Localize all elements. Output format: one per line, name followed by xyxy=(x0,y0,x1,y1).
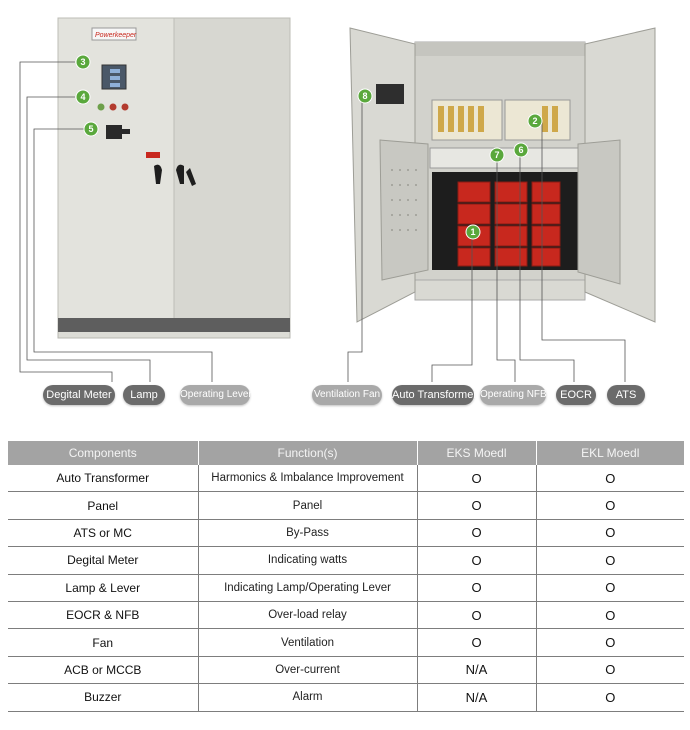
lamp-green xyxy=(98,104,105,111)
component-name: Buzzer xyxy=(8,684,198,711)
ekl-value: O xyxy=(536,465,684,492)
component-function: Indicating watts xyxy=(198,547,417,574)
eks-value: O xyxy=(417,601,536,628)
component-function: Indicating Lamp/Operating Lever xyxy=(198,574,417,601)
component-function: Harmonics & Imbalance Improvement xyxy=(198,465,417,492)
ekl-value: O xyxy=(536,656,684,683)
header-ekl-model: EKL Moedl xyxy=(536,441,684,465)
lamp-red-2 xyxy=(122,104,129,111)
callout-8 xyxy=(358,89,372,103)
component-function: Over-load relay xyxy=(198,601,417,628)
table-header-row xyxy=(8,441,684,465)
closed-cabinet xyxy=(58,18,290,338)
label-operating-nfb: Operating NFB xyxy=(480,385,546,405)
svg-text:4: 4 xyxy=(80,92,86,102)
table-row xyxy=(8,547,684,574)
component-function: By-Pass xyxy=(198,519,417,546)
eks-value: O xyxy=(417,492,536,519)
label-auto-transformer: Auto Transformer xyxy=(392,385,474,405)
eks-value: O xyxy=(417,465,536,492)
eks-value: N/A xyxy=(417,656,536,683)
header-eks-model: EKS Moedl xyxy=(417,441,536,465)
component-name: ACB or MCCB xyxy=(8,656,198,683)
callout-4 xyxy=(76,90,90,104)
ekl-value: O xyxy=(536,629,684,656)
lamp-red-1 xyxy=(110,104,117,111)
ekl-value: O xyxy=(536,684,684,711)
components-table xyxy=(8,441,684,712)
svg-text:3: 3 xyxy=(80,57,86,67)
callout-3 xyxy=(76,55,90,69)
eks-value: O xyxy=(417,519,536,546)
component-name: Panel xyxy=(8,492,198,519)
ekl-value: O xyxy=(536,601,684,628)
table-row xyxy=(8,492,684,519)
callout-1 xyxy=(466,225,480,239)
component-name: ATS or MC xyxy=(8,519,198,546)
table-row xyxy=(8,601,684,628)
table-row xyxy=(8,519,684,546)
ekl-value: O xyxy=(536,547,684,574)
component-name: Lamp & Lever xyxy=(8,574,198,601)
label-operating-lever: Operating Lever xyxy=(180,385,250,405)
callout-5 xyxy=(84,122,98,136)
eks-value: N/A xyxy=(417,684,536,711)
label-ats: ATS xyxy=(607,385,645,405)
callout-7 xyxy=(490,148,504,162)
svg-text:5: 5 xyxy=(88,124,94,134)
component-name: Auto Transformer xyxy=(8,465,198,492)
label-lamp: Lamp xyxy=(123,385,165,405)
svg-text:7: 7 xyxy=(494,150,500,160)
brand-logo: Powerkeeper xyxy=(95,32,137,39)
header-functions: Function(s) xyxy=(198,441,417,465)
eks-value: O xyxy=(417,547,536,574)
ekl-value: O xyxy=(536,519,684,546)
operating-lever-device xyxy=(106,125,122,139)
label-eocr: EOCR xyxy=(556,385,596,405)
component-name: Degital Meter xyxy=(8,547,198,574)
component-function: Panel xyxy=(198,492,417,519)
component-function: Over-current xyxy=(198,656,417,683)
table-row xyxy=(8,684,684,711)
table-row xyxy=(8,656,684,683)
svg-text:1: 1 xyxy=(470,227,476,237)
component-name: Fan xyxy=(8,629,198,656)
eks-value: O xyxy=(417,574,536,601)
svg-text:6: 6 xyxy=(518,145,524,155)
table-row xyxy=(8,465,684,492)
transformer-coils xyxy=(458,182,560,266)
label-digital-meter: Degital Meter xyxy=(43,385,115,405)
callout-6 xyxy=(514,143,528,157)
component-function: Alarm xyxy=(198,684,417,711)
ekl-value: O xyxy=(536,492,684,519)
component-name: EOCR & NFB xyxy=(8,601,198,628)
callout-2 xyxy=(528,114,542,128)
eks-value: O xyxy=(417,629,536,656)
label-ventilation-fan: Ventilation Fan xyxy=(312,385,382,405)
svg-text:8: 8 xyxy=(362,91,368,101)
header-components: Components xyxy=(8,441,198,465)
svg-text:2: 2 xyxy=(532,116,538,126)
component-function: Ventilation xyxy=(198,629,417,656)
ekl-value: O xyxy=(536,574,684,601)
open-cabinet xyxy=(350,28,655,322)
table-row xyxy=(8,574,684,601)
table-row xyxy=(8,629,684,656)
